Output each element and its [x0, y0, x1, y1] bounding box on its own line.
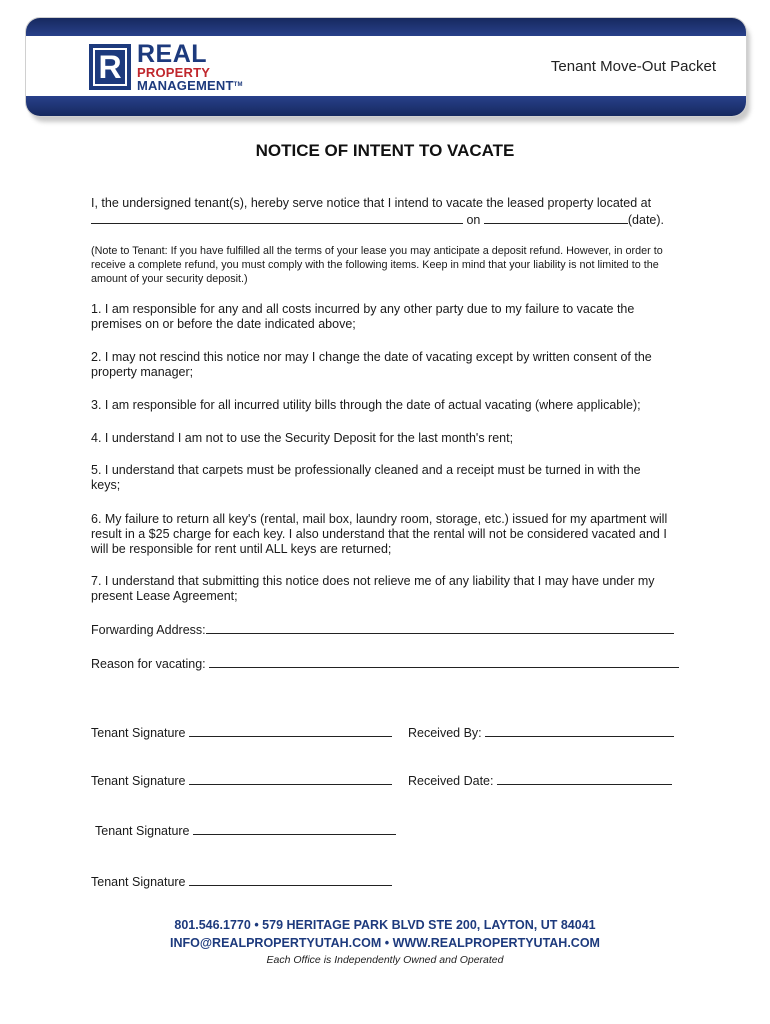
vacate-date-line[interactable]: [484, 211, 628, 224]
reason-field: Reason for vacating:: [91, 655, 679, 671]
received-by-field: Received By:: [408, 724, 674, 740]
forwarding-address-field: Forwarding Address:: [91, 621, 674, 637]
tenant-signature-line-2[interactable]: [189, 772, 392, 785]
item-3: 3. I am responsible for all incurred utility bills through the date of actual vacating (where applicable);: [91, 398, 641, 412]
logo-wordmark: [137, 42, 243, 92]
logo-real: REAL: [137, 40, 208, 68]
tenant-signature-line-3[interactable]: [193, 822, 396, 835]
tenant-signature-1: Tenant Signature: [91, 724, 392, 740]
received-by-line[interactable]: [485, 724, 674, 737]
received-date-line[interactable]: [497, 772, 672, 785]
tenant-signature-line-4[interactable]: [189, 873, 392, 886]
intro-paragraph: [91, 196, 691, 228]
logo-property: PROPERTY: [137, 65, 211, 80]
header-band-bottom: [26, 96, 746, 116]
tenant-signature-3: Tenant Signature: [95, 822, 396, 838]
forwarding-address-line[interactable]: [206, 621, 674, 634]
reason-line[interactable]: [209, 655, 679, 668]
item-7: 7. I understand that submitting this notice does not relieve me of any liability that I may have under my present Lease Agreement;: [91, 574, 655, 603]
item-6: 6. My failure to return all key's (rental, mail box, laundry room, storage, etc.) issued for my apartment will result in a $25 charge for each key. I also understand that the rental will not be considered vacated and I will be responsible for rent until ALL keys are returned;: [91, 512, 668, 556]
packet-title: Tenant Move-Out Packet: [550, 58, 716, 75]
footer-contact-web: INFO@REALPROPERTYUTAH.COM • WWW.REALPROPERTYUTAH.COM: [170, 936, 600, 950]
page-header: [26, 18, 748, 118]
logo-mark: [89, 44, 131, 90]
tenant-note: (Note to Tenant: If you have fulfilled all the terms of your lease you may anticipate a deposit refund. However, in order to receive a complete refund, you must comply with the following items. Keep in mind that your liability is not limited to the amount of your security deposit.): [91, 245, 663, 285]
logo-management: MANAGEMENTTM: [137, 78, 243, 93]
header-box: [26, 18, 746, 116]
footer-disclaimer: Each Office is Independently Owned and Operated: [266, 954, 504, 966]
intro-line-2: on (date).: [91, 211, 691, 228]
item-5: 5. I understand that carpets must be professionally cleaned and a receipt must be turned in with the keys;: [91, 463, 641, 492]
header-band-top: [26, 18, 746, 36]
document-title: NOTICE OF INTENT TO VACATE: [255, 141, 515, 160]
property-address-line[interactable]: [91, 211, 463, 224]
company-logo: [89, 40, 243, 98]
footer-contact-address: 801.546.1770 • 579 HERITAGE PARK BLVD STE 200, LAYTON, UT 84041: [174, 918, 596, 932]
tenant-signature-2: Tenant Signature: [91, 772, 392, 788]
intro-line-1: I, the undersigned tenant(s), hereby serve notice that I intend to vacate the leased property located at: [91, 196, 652, 210]
item-4: 4. I understand I am not to use the Security Deposit for the last month's rent;: [91, 431, 514, 445]
received-date-field: Received Date:: [408, 772, 672, 788]
tenant-signature-line-1[interactable]: [189, 724, 392, 737]
tenant-signature-4: Tenant Signature: [91, 873, 392, 889]
item-1: 1. I am responsible for any and all costs incurred by any other party due to my failure to vacate the premises on or before the date indicated above;: [91, 302, 635, 331]
logo-mark-letter: R: [98, 49, 122, 85]
item-2: 2. I may not rescind this notice nor may I change the date of vacating except by written consent of the property manager;: [91, 350, 652, 379]
